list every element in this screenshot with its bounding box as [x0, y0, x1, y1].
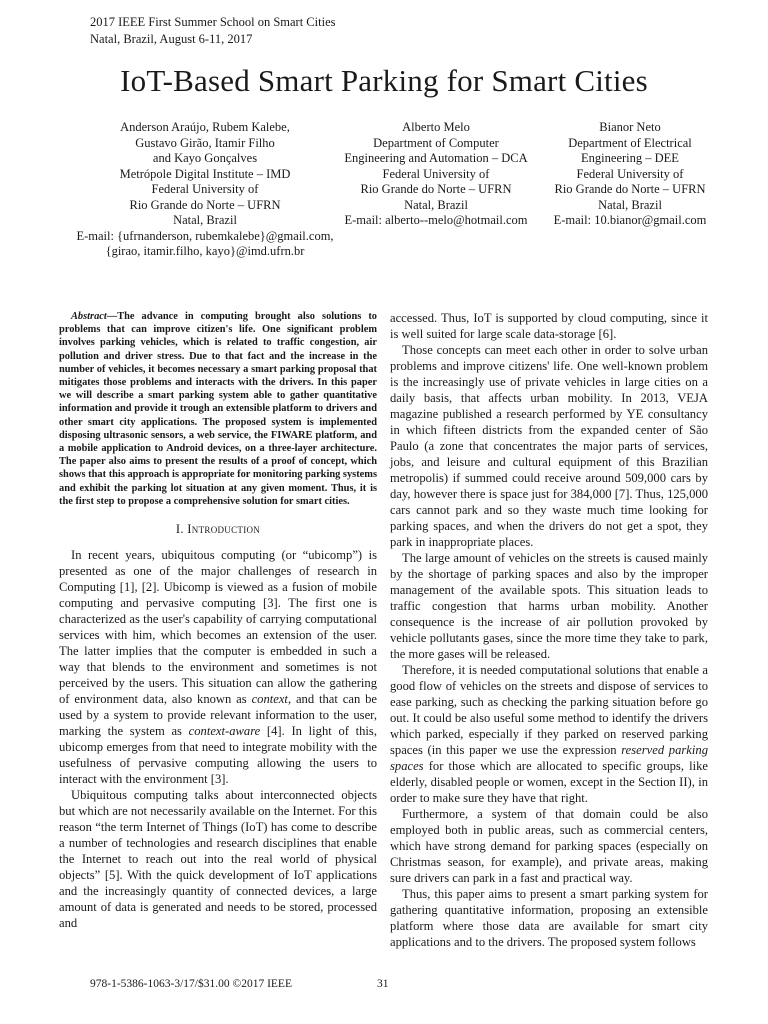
affiliation-line: Rio Grande do Norte – UFRN — [554, 182, 706, 196]
author-line: Gustavo Girão, Itamir Filho — [135, 135, 275, 150]
page-number: 31 — [377, 978, 389, 990]
affiliation-line: Metrópole Digital Institute – IMD — [119, 166, 291, 181]
author-line: Anderson Araújo, Rubem Kalebe, — [120, 120, 290, 134]
paragraph: Those concepts can meet each other in order to solve urban problems and improve citizens' life. One well-known problem is the increasingly use of private vehicles in large cities on a daily basis, that affects urban mobility. In 2013, VEJA magazine published a research performed by YE consultancy in which fifteen districts from the expanded center of São Paulo (a zone that concentrates the major parts of services, jobs, and leisure and cultural equipment of this Brazilian metropolis) if summed could receive around 509,000 cars by day, however there is space just for 384,000 [7]. Thus, 125,000 cars cannot park and so they waste much time looking for parking spaces, and when the drivers do not get a spot, they park in inappropriate places. — [390, 343, 708, 549]
paragraph-text: In recent years, ubiquitous computing (or “ubicomp”) is presented as one of the major challenges of research in Computing [1], [2]. Ubicomp is viewed as a fusion of mobile computing and pervasive computing [3]. The first one is characterized as the user's capability of carrying computational services with him, which becomes an extension of the user. The latter implies that the computer is embedded in such a way that blends to the environment and sometimes is not perceived by the users. This situation can allow the gathering of environment data, also known as — [59, 548, 377, 707]
paragraph — [390, 662, 708, 806]
affiliation-line: Natal, Brazil — [404, 197, 468, 212]
abstract — [59, 310, 377, 508]
abstract-label: Abstract — [71, 311, 107, 322]
emphasis-text: context-aware — [188, 724, 261, 739]
affiliation-line: Federal University of — [382, 166, 490, 181]
affiliation-line: Rio Grande do Norte – UFRN — [129, 197, 281, 212]
paragraph-text: , and that can be used by a system to provide relevant information to the user, marking the system as — [59, 692, 377, 739]
conference-header — [90, 14, 335, 48]
email-line: E-mail: alberto--melo@hotmail.com — [344, 213, 528, 227]
paragraph-text: for those which are allocated to specific groups, like elderly, disabled people or women, except in the Section II), in order to make sure they have that right. — [390, 759, 708, 805]
author-block-3 — [532, 120, 728, 229]
paragraph-text: Therefore, it is needed computational solutions that enable a good flow of vehicles on the streets and dispose of services to ease parking, such as checking the parking situation before go out. It could be also useful some method to identify the drivers which parked, especially if they parked on reserved parking spaces (in this paper we use the expression — [390, 663, 708, 757]
author-line: Bianor Neto — [599, 120, 661, 134]
copyright-notice: 978-1-5386-1063-3/17/$31.00 ©2017 IEEE — [90, 978, 292, 990]
paragraph-text: [4]. In light of this, ubicomp emerges from that need to integrate mobility with the usefulness of pervasive computing allowing the users to interact with the environment [3]. — [59, 724, 377, 787]
conference-location-date: Natal, Brazil, August 6-11, 2017 — [90, 32, 253, 46]
author-line: and Kayo Gonçalves — [152, 151, 258, 165]
paragraph: The large amount of vehicles on the streets is caused mainly by the shortage of parking spaces and also by the improper management of the available spots. This situation leads to traffic congestion that harms urban mobility. Another consequence is the increase of air pollution provoked by vehicle pollutants gases, since the more time they take to park, the more gases will be released. — [390, 551, 708, 661]
paper-title: IoT-Based Smart Parking for Smart Cities — [120, 63, 648, 98]
paragraph: accessed. Thus, IoT is supported by cloud computing, since it is well suited for large scale data-storage [6]. — [390, 311, 708, 341]
affiliation-line: Natal, Brazil — [598, 197, 662, 212]
abstract-text: —The advance in computing brought also solutions to problems that can improve citizen's life. One significant problem involves parking vehicles, which is related to traffic congestion, air pollution and driver stress. Due to that fact and the increase in the number of vehicles, it becomes necessary a smart parking proposal that mitigates those problems and interacts with the drivers. In this paper we will describe a smart parking system able to gather quantitative information and provide it trough an extensible platform to drivers and other smart city applications. The proposed system is implemented disposing ultrasonic sensors, a web service, the FIWARE platform, and a mobile application to Android devices, on a three-layer architecture. The paper also aims to present the results of a proof of concept, which shows that this approach is appropriate for monitoring parking systems and exhibit the parking lot situation at any given moment. Thus, it is the first step to propose a comprehensive solution for smart cities. — [59, 311, 377, 507]
affiliation-line: Rio Grande do Norte – UFRN — [360, 182, 512, 196]
author-line: Alberto Melo — [402, 120, 470, 134]
affiliation-line: Department of Computer — [373, 135, 499, 150]
paragraph: Ubiquitous computing talks about interconnected objects but which are not necessarily available on the Internet. For this reason “the term Internet of Things (IoT) has come to describe a number of technologies and research disciplines that enable the Internet to reach out into the real world of physical objects” [5]. With the quick development of IoT applications and the increasingly quantity of connected devices, a large amount of data is generated and needs to be stored, processed and — [59, 788, 377, 931]
affiliation-line: Department of Electrical — [568, 135, 692, 150]
section-heading: I. Introduction — [175, 522, 261, 537]
right-column — [390, 310, 708, 950]
paragraph: Furthermore, a system of that domain could be also employed both in public areas, such as commercial centers, which have strong demand for parking spaces (especially on Christmas season, for example), and private areas, making sure drivers can park in a fast and practical way. — [390, 807, 708, 885]
paragraph: Thus, this paper aims to present a smart parking system for gathering quantitative information, proposing an extensible platform where those data are available for smart city applications and to the drivers. The proposed system follows — [390, 887, 708, 949]
emphasis-text: context — [251, 692, 288, 707]
email-line: {girao, itamir.filho, kayo}@imd.ufrn.br — [105, 244, 305, 258]
conference-name: 2017 IEEE First Summer School on Smart Cities — [90, 15, 336, 29]
email-line: E-mail: 10.bianor@gmail.com — [553, 213, 707, 227]
emphasis-text: reserved parking spaces — [390, 743, 708, 773]
left-column — [59, 310, 377, 931]
email-line: E-mail: {ufrnanderson, rubemkalebe}@gmail.com, — [76, 228, 334, 243]
author-block-2 — [336, 120, 536, 229]
affiliation-line: Natal, Brazil — [173, 213, 237, 227]
affiliation-line: Federal University of — [151, 182, 259, 196]
paragraph — [59, 547, 377, 787]
affiliation-line: Federal University of — [576, 166, 684, 181]
affiliation-line: Engineering and Automation – DCA — [344, 151, 528, 165]
author-block-1 — [60, 120, 350, 260]
affiliation-line: Engineering – DEE — [581, 151, 679, 165]
